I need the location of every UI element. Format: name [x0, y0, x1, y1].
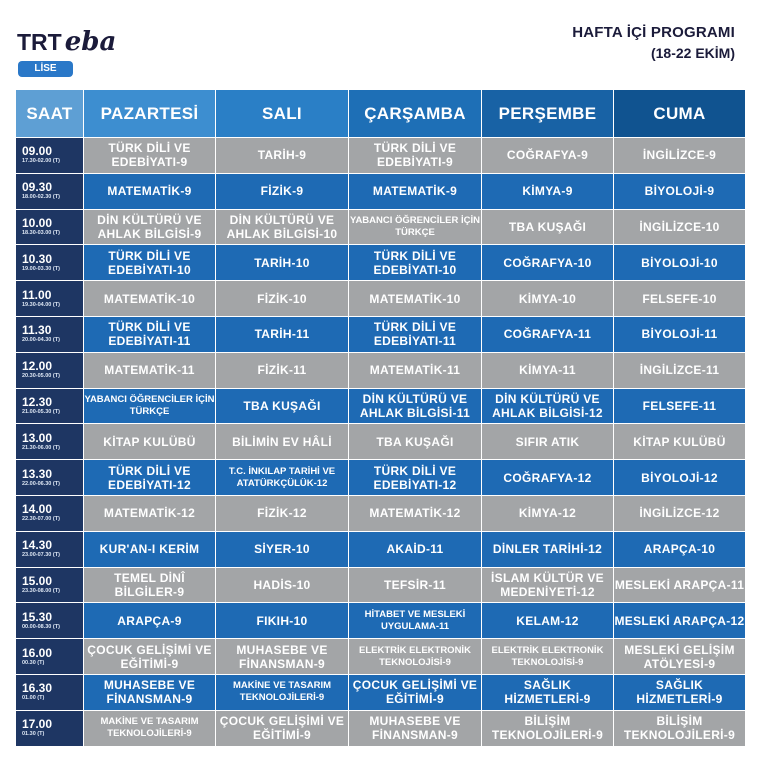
- time-cell: [16, 710, 84, 746]
- time-cell: [16, 531, 84, 567]
- slot-rebroadcast-time: 19.00-03.30 (T): [22, 265, 60, 272]
- logo-trt-text: TRT: [17, 29, 62, 55]
- program-cell: COĞRAFYA-12: [482, 460, 614, 496]
- program-cell: AKAİD-11: [349, 531, 482, 567]
- program-cell: DİNLER TARİHİ-12: [482, 531, 614, 567]
- table-row: [16, 316, 746, 352]
- slot-rebroadcast-time: 17.30-02.00 (T): [22, 158, 60, 165]
- program-cell: BİYOLOJİ-12: [614, 460, 746, 496]
- table-row: [16, 495, 746, 531]
- program-cell: FİZİK-11: [216, 352, 349, 388]
- slot-rebroadcast-time: 19.30-04.00 (T): [22, 301, 60, 308]
- slot-time: 10.30: [22, 251, 53, 266]
- program-cell: TARİH-10: [216, 245, 349, 281]
- program-cell: ELEKTRİK ELEKTRONİK TEKNOLOJİSİ-9: [349, 639, 482, 675]
- slot-rebroadcast-time: 18.00-02.30 (T): [22, 194, 60, 201]
- table-row: [16, 173, 746, 209]
- program-cell: TÜRK DİLİ VE EDEBİYATI-10: [349, 245, 482, 281]
- program-cell: TÜRK DİLİ VE EDEBİYATI-11: [349, 316, 482, 352]
- table-row: [16, 138, 746, 174]
- program-cell: ARAPÇA-10: [614, 531, 746, 567]
- time-cell: [16, 316, 84, 352]
- slot-time: 13.00: [22, 430, 53, 445]
- slot-rebroadcast-time: 22.30-07.00 (T): [22, 516, 60, 523]
- program-cell: FELSEFE-11: [614, 388, 746, 424]
- program-cell: MATEMATİK-12: [349, 495, 482, 531]
- program-cell: KİTAP KULÜBÜ: [614, 424, 746, 460]
- time-cell: [16, 245, 84, 281]
- slot-time: 16.30: [22, 681, 53, 696]
- program-cell: KİMYA-11: [482, 352, 614, 388]
- slot-time: 12.30: [22, 394, 53, 409]
- time-cell: [16, 567, 84, 603]
- program-cell: BİYOLOJİ-9: [614, 173, 746, 209]
- program-cell: SİYER-10: [216, 531, 349, 567]
- header-day: CUMA: [614, 90, 746, 138]
- program-cell: MAKİNE VE TASARIM TEKNOLOJİLERİ-9: [84, 710, 216, 746]
- program-cell: COĞRAFYA-9: [482, 138, 614, 174]
- program-cell: MESLEKİ ARAPÇA-11: [614, 567, 746, 603]
- slot-time: 16.00: [22, 645, 53, 660]
- time-cell: [16, 388, 84, 424]
- time-cell: [16, 281, 84, 317]
- program-cell: KİTAP KULÜBÜ: [84, 424, 216, 460]
- table-row: [16, 639, 746, 675]
- table-row: [16, 281, 746, 317]
- program-cell: SIFIR ATIK: [482, 424, 614, 460]
- slot-time: 10.00: [22, 215, 53, 230]
- program-cell: ÇOCUK GELİŞİMİ VE EĞİTİMİ-9: [216, 710, 349, 746]
- program-cell: ÇOCUK GELİŞİMİ VE EĞİTİMİ-9: [84, 639, 216, 675]
- slot-rebroadcast-time: 01.30 (T): [22, 731, 45, 738]
- slot-time: 12.00: [22, 359, 53, 374]
- level-badge: LİSE: [18, 61, 73, 77]
- table-row: [16, 531, 746, 567]
- program-cell: TBA KUŞAĞI: [349, 424, 482, 460]
- program-cell: FIKIH-10: [216, 603, 349, 639]
- program-cell: ÇOCUK GELİŞİMİ VE EĞİTİMİ-9: [349, 674, 482, 710]
- program-cell: MUHASEBE VE FİNANSMAN-9: [349, 710, 482, 746]
- program-cell: BİLİŞİM TEKNOLOJİLERİ-9: [614, 710, 746, 746]
- slot-rebroadcast-time: 20.30-05.00 (T): [22, 373, 60, 380]
- slot-rebroadcast-time: 18.30-03.00 (T): [22, 229, 60, 236]
- program-cell: BİLİŞİM TEKNOLOJİLERİ-9: [482, 710, 614, 746]
- program-cell: İNGİLİZCE-9: [614, 138, 746, 174]
- slot-rebroadcast-time: 21.30-06.00 (T): [22, 444, 60, 451]
- time-cell: [16, 352, 84, 388]
- table-row: [16, 460, 746, 496]
- table-row: [16, 209, 746, 245]
- program-cell: COĞRAFYA-11: [482, 316, 614, 352]
- program-cell: MATEMATİK-12: [84, 495, 216, 531]
- schedule-table: [15, 89, 746, 747]
- program-cell: MUHASEBE VE FİNANSMAN-9: [84, 674, 216, 710]
- header-saat: SAAT: [16, 90, 84, 138]
- slot-time: 11.30: [22, 323, 52, 338]
- program-cell: SAĞLIK HİZMETLERİ-9: [614, 674, 746, 710]
- slot-rebroadcast-time: 22.00-06.30 (T): [22, 480, 60, 487]
- program-cell: FİZİK-9: [216, 173, 349, 209]
- slot-time: 14.30: [22, 538, 53, 553]
- program-cell: DİN KÜLTÜRÜ VE AHLAK BİLGİSİ-11: [349, 388, 482, 424]
- program-cell: TÜRK DİLİ VE EDEBİYATI-9: [84, 138, 216, 174]
- time-cell: [16, 138, 84, 174]
- program-cell: MATEMATİK-10: [349, 281, 482, 317]
- slot-rebroadcast-time: 23.00-07.30 (T): [22, 552, 60, 559]
- program-cell: YABANCI ÖĞRENCİLER İÇİN TÜRKÇE: [349, 209, 482, 245]
- slot-time: 09.30: [22, 180, 53, 195]
- program-cell: KELAM-12: [482, 603, 614, 639]
- program-cell: BİLİMİN EV HÂLİ: [216, 424, 349, 460]
- program-cell: COĞRAFYA-10: [482, 245, 614, 281]
- program-cell: YABANCI ÖĞRENCİLER İÇİN TÜRKÇE: [84, 388, 216, 424]
- slot-time: 09.00: [22, 144, 53, 159]
- slot-rebroadcast-time: 21.00-05.30 (T): [22, 408, 60, 415]
- program-cell: MATEMATİK-11: [349, 352, 482, 388]
- program-cell: TÜRK DİLİ VE EDEBİYATI-12: [349, 460, 482, 496]
- program-cell: KİMYA-9: [482, 173, 614, 209]
- program-cell: TÜRK DİLİ VE EDEBİYATI-11: [84, 316, 216, 352]
- slot-time: 11.00: [22, 287, 52, 302]
- slot-time: 15.00: [22, 573, 53, 588]
- table-row: [16, 710, 746, 746]
- program-cell: MATEMATİK-9: [349, 173, 482, 209]
- slot-time: 17.00: [22, 717, 53, 732]
- program-cell: TÜRK DİLİ VE EDEBİYATI-12: [84, 460, 216, 496]
- header-day: ÇARŞAMBA: [349, 90, 482, 138]
- slot-rebroadcast-time: 00.00-08.30 (T): [22, 623, 60, 630]
- program-cell: İNGİLİZCE-12: [614, 495, 746, 531]
- program-cell: MUHASEBE VE FİNANSMAN-9: [216, 639, 349, 675]
- time-cell: [16, 603, 84, 639]
- title-main: HAFTA İÇİ PROGRAMI: [572, 24, 735, 41]
- program-title: [572, 24, 735, 61]
- program-cell: TARİH-9: [216, 138, 349, 174]
- time-cell: [16, 495, 84, 531]
- table-row: [16, 424, 746, 460]
- program-cell: DİN KÜLTÜRÜ VE AHLAK BİLGİSİ-9: [84, 209, 216, 245]
- program-cell: KUR'AN-I KERİM: [84, 531, 216, 567]
- program-cell: HİTABET VE MESLEKİ UYGULAMA-11: [349, 603, 482, 639]
- program-cell: HADİS-10: [216, 567, 349, 603]
- table-row: [16, 603, 746, 639]
- time-cell: [16, 674, 84, 710]
- program-cell: BİYOLOJİ-11: [614, 316, 746, 352]
- table-row: [16, 352, 746, 388]
- program-cell: DİN KÜLTÜRÜ VE AHLAK BİLGİSİ-10: [216, 209, 349, 245]
- table-row: [16, 567, 746, 603]
- program-cell: KİMYA-10: [482, 281, 614, 317]
- program-cell: ARAPÇA-9: [84, 603, 216, 639]
- header-day: PAZARTESİ: [84, 90, 216, 138]
- slot-rebroadcast-time: 00.30 (T): [22, 659, 45, 666]
- program-cell: MESLEKİ GELİŞİM ATÖLYESİ-9: [614, 639, 746, 675]
- program-cell: T.C. İNKILAP TARİHİ VE ATATÜRKÇÜLÜK-12: [216, 460, 349, 496]
- table-row: [16, 674, 746, 710]
- header-row: [16, 90, 746, 138]
- logo-eba-text: eba: [64, 27, 117, 57]
- program-cell: İNGİLİZCE-11: [614, 352, 746, 388]
- time-cell: [16, 460, 84, 496]
- table-row: [16, 388, 746, 424]
- program-cell: DİN KÜLTÜRÜ VE AHLAK BİLGİSİ-12: [482, 388, 614, 424]
- program-cell: KİMYA-12: [482, 495, 614, 531]
- program-cell: TEFSİR-11: [349, 567, 482, 603]
- program-cell: MATEMATİK-10: [84, 281, 216, 317]
- time-cell: [16, 173, 84, 209]
- program-cell: TÜRK DİLİ VE EDEBİYATI-10: [84, 245, 216, 281]
- slot-time: 15.30: [22, 609, 53, 624]
- time-cell: [16, 209, 84, 245]
- program-cell: TBA KUŞAĞI: [482, 209, 614, 245]
- table-row: [16, 245, 746, 281]
- slot-rebroadcast-time: 20.00-04.30 (T): [22, 337, 60, 344]
- program-cell: TBA KUŞAĞI: [216, 388, 349, 424]
- program-cell: ELEKTRİK ELEKTRONİK TEKNOLOJİSİ-9: [482, 639, 614, 675]
- program-cell: TARİH-11: [216, 316, 349, 352]
- program-cell: FELSEFE-10: [614, 281, 746, 317]
- program-cell: İSLAM KÜLTÜR VE MEDENİYETİ-12: [482, 567, 614, 603]
- program-cell: TEMEL DİNÎ BİLGİLER-9: [84, 567, 216, 603]
- time-cell: [16, 639, 84, 675]
- program-cell: FİZİK-12: [216, 495, 349, 531]
- program-cell: TÜRK DİLİ VE EDEBİYATI-9: [349, 138, 482, 174]
- program-cell: FİZİK-10: [216, 281, 349, 317]
- program-cell: MAKİNE VE TASARIM TEKNOLOJİLERİ-9: [216, 674, 349, 710]
- slot-rebroadcast-time: 01.00 (T): [22, 695, 45, 702]
- header-day: SALI: [216, 90, 349, 138]
- program-cell: MATEMATİK-9: [84, 173, 216, 209]
- program-cell: SAĞLIK HİZMETLERİ-9: [482, 674, 614, 710]
- program-cell: İNGİLİZCE-10: [614, 209, 746, 245]
- trt-eba-logo: [17, 27, 117, 77]
- program-cell: MATEMATİK-11: [84, 352, 216, 388]
- header-day: PERŞEMBE: [482, 90, 614, 138]
- slot-time: 13.30: [22, 466, 53, 481]
- time-cell: [16, 424, 84, 460]
- slot-time: 14.00: [22, 502, 53, 517]
- program-cell: BİYOLOJİ-10: [614, 245, 746, 281]
- title-dates: (18-22 EKİM): [650, 45, 735, 61]
- slot-rebroadcast-time: 23.30-08.00 (T): [22, 587, 60, 594]
- program-cell: MESLEKİ ARAPÇA-12: [614, 603, 746, 639]
